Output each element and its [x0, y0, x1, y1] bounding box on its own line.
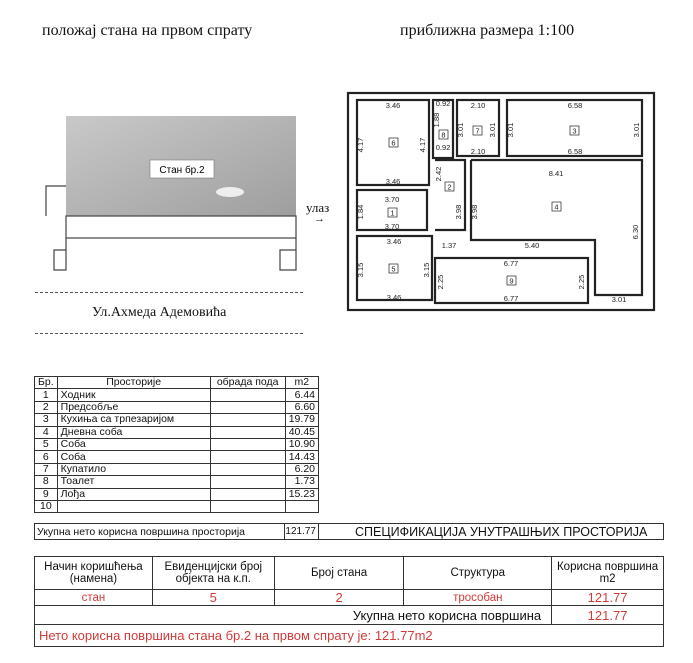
scale-heading: приближна размера 1:100 [400, 22, 575, 39]
room-5-dim-top: 3.46 [386, 237, 402, 246]
spec-note-row [35, 625, 664, 647]
spec-total-value: 121.77 [552, 606, 664, 625]
row-floor [210, 438, 285, 450]
table-row [35, 438, 319, 450]
row-floor [210, 463, 285, 475]
row-name: Соба [57, 438, 210, 450]
row-name: Лођа [57, 488, 210, 500]
col-no: Бр. [35, 377, 58, 389]
row-floor [210, 451, 285, 463]
room-3-dim-top: 6.58 [567, 101, 583, 110]
room-3-dim-left: 3.01 [506, 122, 515, 138]
table-row [35, 426, 319, 438]
table-row [35, 414, 319, 426]
row-area: 40.45 [285, 426, 318, 438]
room-7-dim-top: 2.10 [470, 101, 486, 110]
room-3-number: 3 [572, 126, 577, 136]
room-1-dim-side: 1.84 [356, 204, 365, 220]
spec-data-row [35, 590, 664, 606]
row-no: 10 [35, 500, 58, 512]
room-7-dim-bottom: 2.10 [470, 147, 486, 156]
room-6-number: 6 [391, 138, 396, 148]
room-8-number: 8 [441, 130, 446, 140]
room-8-dim-top: 0.92 [435, 99, 451, 108]
spec-col-area: Корисна површина m2 [552, 557, 664, 590]
spec-total-label: Укупна нето корисна површина [35, 606, 552, 625]
entrance-label: улаз [306, 200, 330, 215]
row-floor [210, 414, 285, 426]
room-9-dim-left: 2.25 [436, 274, 445, 290]
row-floor [210, 500, 285, 512]
loggia-dim: 3.01 [611, 295, 627, 304]
row-no: 7 [35, 463, 58, 475]
spec-apartment: 2 [274, 590, 404, 606]
room-9-dim-bottom: 6.77 [503, 294, 519, 303]
room-4-dim-left: 3.98 [470, 204, 479, 220]
room-9-dim-top: 6.77 [503, 259, 519, 268]
room-5-dim-right: 3.15 [422, 262, 431, 278]
row-floor [210, 401, 285, 413]
row-no: 8 [35, 476, 58, 488]
row-name: Кухиња са трпезаријом [57, 414, 210, 426]
room-7-dim-left: 3.01 [456, 122, 465, 138]
row-area: 14.43 [285, 451, 318, 463]
spec-total-row [35, 606, 664, 625]
room-6-dim-top: 3.46 [385, 101, 401, 110]
row-name: Ходник [57, 389, 210, 401]
row-area: 6.44 [285, 389, 318, 401]
room-8-dim-bottom: 0.92 [435, 143, 451, 152]
table-row [35, 451, 319, 463]
rooms-table-header [35, 377, 319, 389]
spec-note: Нето корисна површина стана бр.2 на првом спрату је: 121.77m2 [35, 625, 664, 647]
row-no: 4 [35, 426, 58, 438]
table-row [35, 401, 319, 413]
room-6-dim-left: 4.17 [356, 137, 365, 153]
room-4-dim-bottom: 5.40 [524, 241, 540, 250]
row-area [285, 500, 318, 512]
row-name: Предсобље [57, 401, 210, 413]
room-6-dim-bottom: 3.46 [385, 177, 401, 186]
total-label: Укупна нето корисна површина просторија [37, 526, 246, 538]
row-name: Тоалет [57, 476, 210, 488]
row-area: 6.60 [285, 401, 318, 413]
room-2-number: 2 [447, 182, 452, 192]
row-name: Соба [57, 451, 210, 463]
room-7-dim-right: 3.01 [488, 122, 497, 138]
col-floor: обрада пода [210, 377, 285, 389]
room-7-number: 7 [475, 126, 480, 136]
row-name: Купатило [57, 463, 210, 475]
row-area: 10.90 [285, 438, 318, 450]
street-name: Ул.Ахмеда Адемовића [92, 305, 227, 320]
room-3-dim-right: 3.01 [632, 122, 641, 138]
street-line-top [35, 292, 303, 293]
total-value: 121.77 [284, 524, 319, 539]
row-name [57, 500, 210, 512]
row-no: 1 [35, 389, 58, 401]
rooms-table [34, 376, 319, 513]
street-line-bottom [35, 333, 303, 334]
table-row [35, 500, 319, 512]
row-area: 19.79 [285, 414, 318, 426]
row-no: 2 [35, 401, 58, 413]
spec-col-object: Евиденцијски број објекта на к.п. [152, 557, 274, 590]
table-row [35, 389, 319, 401]
col-area: m2 [285, 377, 318, 389]
spec-area: 121.77 [552, 590, 664, 606]
total-row [34, 523, 664, 540]
room-9-dim-right: 2.25 [577, 274, 586, 290]
row-floor [210, 488, 285, 500]
corridor-dim: 1.37 [441, 241, 457, 250]
room-1-dim-top: 3.70 [384, 195, 400, 204]
room-5-dim-bottom: 3.46 [386, 293, 402, 302]
table-row [35, 476, 319, 488]
row-floor [210, 389, 285, 401]
apartment-label: Стан бр.2 [159, 165, 205, 176]
room-1-number: 1 [390, 208, 395, 218]
spec-col-usage: Начин коришћења (намена) [35, 557, 153, 590]
table-row [35, 463, 319, 475]
room-5-number: 5 [391, 264, 396, 274]
room-1-dim-bottom: 3.70 [384, 222, 400, 231]
room-3-dim-bottom: 6.58 [567, 147, 583, 156]
spec-col-structure: Структура [404, 557, 552, 590]
row-no: 3 [35, 414, 58, 426]
room-8-dim-side: 1.88 [432, 112, 441, 128]
room-6-dim-right: 4.17 [418, 137, 427, 153]
location-heading: положај стана на првом спрату [42, 22, 253, 39]
spec-table [34, 556, 664, 647]
entrance-arrow-icon: → [314, 213, 325, 225]
spec-usage: стан [35, 590, 153, 606]
room-4-number: 4 [554, 202, 559, 212]
table-row [35, 488, 319, 500]
col-room: Просторије [57, 377, 210, 389]
row-floor [210, 476, 285, 488]
spec-header-row [35, 557, 664, 590]
floor-plan [345, 90, 660, 315]
row-area: 15.23 [285, 488, 318, 500]
row-floor [210, 426, 285, 438]
row-area: 1.73 [285, 476, 318, 488]
room-2-dim-side: 2.42 [434, 166, 443, 182]
spec-structure: трособан [404, 590, 552, 606]
location-plan [40, 110, 300, 275]
room-9-number: 9 [509, 276, 514, 286]
row-no: 9 [35, 488, 58, 500]
room-4-dim-top: 8.41 [548, 169, 564, 178]
room-2-dim-right: 3.98 [454, 204, 463, 220]
spec-object: 5 [152, 590, 274, 606]
row-no: 6 [35, 451, 58, 463]
room-5-dim-left: 3.15 [356, 262, 365, 278]
row-area: 6.20 [285, 463, 318, 475]
row-name: Дневна соба [57, 426, 210, 438]
room-4-dim-right: 6.30 [631, 224, 640, 240]
spec-title: СПЕЦИФИКАЦИЈА УНУТРАШЊИХ ПРОСТОРИЈА [355, 525, 648, 539]
spec-col-apartment: Број стана [274, 557, 404, 590]
row-no: 5 [35, 438, 58, 450]
